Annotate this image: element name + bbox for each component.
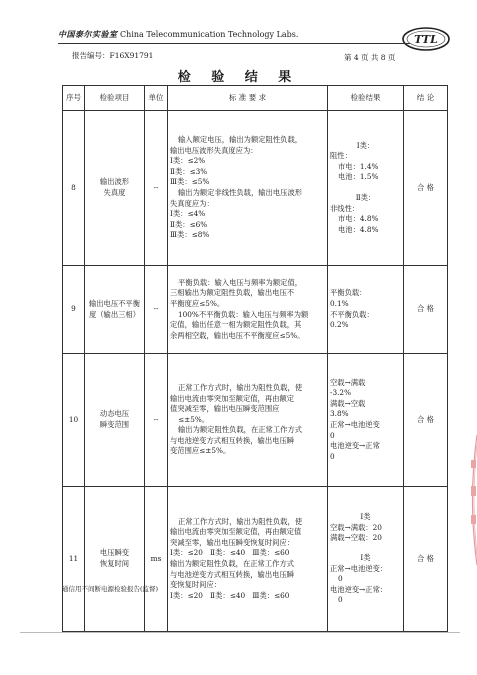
row-conclusion: 合 格: [404, 266, 448, 354]
footer-note: 通信用不间断电源检验报告(监督): [62, 585, 159, 593]
row-requirement: 正常工作方式时，输出为阻性负载，使 输出电流由零突加至额定值，再由额定值 突减至零，输出电压瞬变恢复时间应： Ⅰ类：≤20 Ⅱ类：≤40 Ⅲ类：≤60 输出为额定阻性负载，在正常工作方式 与电池逆变方式相互转换，输出电压瞬 变恢复时间应： Ⅰ类：≤20 Ⅱ类：≤40 Ⅲ类：≤60: [168, 487, 328, 632]
row-unit: --: [145, 354, 168, 487]
row-requirement: 正常工作方式时，输出为阻性负载，使 输出电流由零突加至额定值，再由额定 值突减至零，输出电压瞬变范围应 ≤±5%。 输出为额定阻性负载，在正常工作方式 与电池逆变方式相互转换，输出电压瞬 变范围应≤±5%。: [168, 354, 328, 487]
row-item: 输出电压不平衡 度（输出三相）: [85, 266, 145, 354]
col-header-unit: 单位: [145, 86, 168, 111]
col-header-conclusion: 结 论: [404, 86, 448, 111]
col-header-requirement: 标 准 要 求: [168, 86, 328, 111]
logo-text: TTL: [414, 33, 438, 46]
row-result: 空载→满载 -3.2% 满载→空载 3.8% 正常→电池逆变 0 电池逆变→正常 0: [328, 354, 404, 487]
col-header-no: 序号: [63, 86, 85, 111]
row-requirement: 输入额定电压，输出为额定阻性负载， 输出电压波形失真度应为： Ⅰ类：≤2% Ⅱ类：≤3% Ⅲ类：≤5% 输出为额定非线性负载，输出电压波形 失真度应为： Ⅰ类：≤4% Ⅱ类：≤6% Ⅲ类：≤8%: [168, 111, 328, 266]
seal-fragment: [466, 430, 477, 570]
table-row: [63, 111, 448, 266]
row-unit: --: [145, 111, 168, 266]
row-result: Ⅰ类 空载→满载：20 满载→空载：20 Ⅰ类 正常→电池逆变： 0 电池逆变→正常： 0: [328, 487, 404, 632]
ttl-logo: [401, 24, 451, 54]
table-row: [63, 354, 448, 487]
row-no: 8: [63, 111, 85, 266]
lab-header: [58, 29, 298, 40]
table-row: [63, 487, 448, 632]
col-header-item: 检验项目: [85, 86, 145, 111]
row-result: Ⅰ类： 阻性： 市电：1.4% 电池：1.5% Ⅱ类： 非线性： 市电：4.8% 电池：4.8%: [328, 111, 404, 266]
row-no: 11: [63, 487, 85, 632]
results-table: [62, 85, 448, 632]
row-conclusion: 合 格: [404, 111, 448, 266]
report-number: 报告编号：F16X91791: [72, 51, 154, 60]
row-item: 动态电压 瞬变范围: [85, 354, 145, 487]
row-no: 10: [63, 354, 85, 487]
page-title: 检 验 结 果: [177, 70, 300, 85]
row-conclusion: 合 格: [404, 354, 448, 487]
row-no: 9: [63, 266, 85, 354]
row-unit: --: [145, 266, 168, 354]
row-conclusion: 合 格: [404, 487, 448, 632]
lab-name-cn: 中国泰尔实验室: [58, 29, 118, 39]
col-header-result: 检验结果: [328, 86, 404, 111]
row-item: 输出波形 失真度: [85, 111, 145, 266]
row-item: 电压瞬变 恢复时间: [85, 487, 145, 632]
lab-name-en: China Telecommunication Technology Labs.: [120, 30, 299, 39]
row-requirement: 平衡负载：输入电压与频率为额定值， 三相输出为额定阻性负载，输出电压不 平衡度应≤5%。 100%不平衡负载：输入电压与频率为额 定值，输出任意一相为额定阻性负载，其 余两相空载，输出电压不平衡度应≤5%。: [168, 266, 328, 354]
footer-rule: [20, 632, 460, 633]
table-header-row: [63, 86, 448, 111]
row-result: 平衡负载： 0.1% 不平衡负载： 0.2%: [328, 266, 404, 354]
row-unit: ms: [145, 487, 168, 632]
table-row: [63, 266, 448, 354]
page-indicator: 第 4 页 共 8 页: [344, 53, 396, 62]
header-rule: [58, 43, 410, 44]
